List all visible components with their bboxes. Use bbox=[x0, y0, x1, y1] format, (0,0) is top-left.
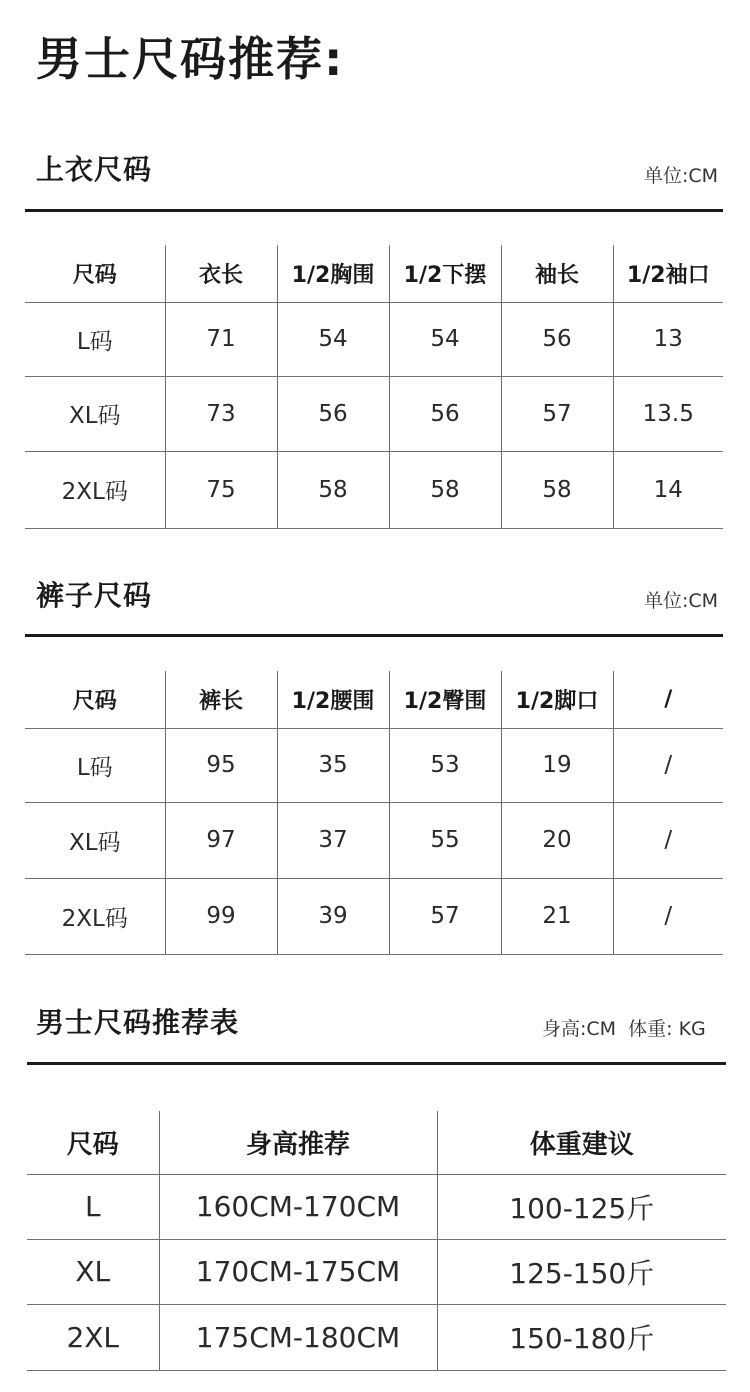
table-row bbox=[25, 451, 723, 528]
table-cell: 57 bbox=[389, 878, 501, 954]
table-row bbox=[25, 302, 723, 376]
table-cell: 73 bbox=[165, 376, 277, 451]
recommend-unit-label: 身高:CM 体重: KG bbox=[542, 1018, 706, 1040]
table-cell: L码 bbox=[25, 728, 165, 802]
table-row bbox=[27, 1174, 726, 1239]
table-cell: 160CM-170CM bbox=[159, 1174, 437, 1239]
tops-size-table bbox=[25, 245, 723, 529]
table-cell: XL码 bbox=[25, 376, 165, 451]
table-cell: 53 bbox=[389, 728, 501, 802]
table-row bbox=[25, 376, 723, 451]
table-cell: 54 bbox=[277, 302, 389, 376]
table-cell: 39 bbox=[277, 878, 389, 954]
table-cell: 19 bbox=[501, 728, 613, 802]
pants-size-table bbox=[25, 671, 723, 955]
table-cell: 175CM-180CM bbox=[159, 1304, 437, 1370]
header-cell: 尺码 bbox=[27, 1111, 159, 1174]
tops-section-title: 上衣尺码 bbox=[36, 153, 153, 186]
header-cell: 尺码 bbox=[25, 671, 165, 728]
table-cell: 54 bbox=[389, 302, 501, 376]
table-cell: 35 bbox=[277, 728, 389, 802]
table-cell: 58 bbox=[389, 451, 501, 528]
header-cell: 裤长 bbox=[165, 671, 277, 728]
table-cell: 2XL码 bbox=[25, 878, 165, 954]
table-cell: 150-180斤 bbox=[437, 1304, 726, 1370]
table-cell: 13.5 bbox=[613, 376, 723, 451]
header-cell: 1/2脚口 bbox=[501, 671, 613, 728]
table-row bbox=[25, 878, 723, 954]
table-cell: XL bbox=[27, 1239, 159, 1304]
table-cell: 20 bbox=[501, 802, 613, 878]
table-cell: 58 bbox=[277, 451, 389, 528]
table-cell: L码 bbox=[25, 302, 165, 376]
table-header-row bbox=[27, 1111, 726, 1174]
recommend-section-title: 男士尺码推荐表 bbox=[36, 1006, 240, 1039]
table-cell: 56 bbox=[501, 302, 613, 376]
table-row bbox=[25, 728, 723, 802]
table-cell: 55 bbox=[389, 802, 501, 878]
table-cell: 170CM-175CM bbox=[159, 1239, 437, 1304]
table-row bbox=[27, 1304, 726, 1370]
table-cell: 56 bbox=[389, 376, 501, 451]
recommend-divider bbox=[27, 1062, 726, 1065]
table-cell: 2XL bbox=[27, 1304, 159, 1370]
table-cell: 21 bbox=[501, 878, 613, 954]
table-cell: 56 bbox=[277, 376, 389, 451]
header-cell: 体重建议 bbox=[437, 1111, 726, 1174]
table-header-row bbox=[25, 245, 723, 302]
header-cell: 1/2袖口 bbox=[613, 245, 723, 302]
pants-divider bbox=[25, 634, 723, 637]
table-cell: 100-125斤 bbox=[437, 1174, 726, 1239]
table-cell: L bbox=[27, 1174, 159, 1239]
table-cell: 125-150斤 bbox=[437, 1239, 726, 1304]
header-cell: 尺码 bbox=[25, 245, 165, 302]
table-cell: 14 bbox=[613, 451, 723, 528]
pants-unit-label: 单位:CM bbox=[644, 590, 719, 612]
header-cell: 1/2下摆 bbox=[389, 245, 501, 302]
table-cell: XL码 bbox=[25, 802, 165, 878]
table-row bbox=[27, 1239, 726, 1304]
header-cell: / bbox=[613, 671, 723, 728]
table-cell: 58 bbox=[501, 451, 613, 528]
header-cell: 袖长 bbox=[501, 245, 613, 302]
table-cell: 97 bbox=[165, 802, 277, 878]
table-cell: 57 bbox=[501, 376, 613, 451]
header-cell: 衣长 bbox=[165, 245, 277, 302]
table-cell: 37 bbox=[277, 802, 389, 878]
header-cell: 1/2胸围 bbox=[277, 245, 389, 302]
table-cell: / bbox=[613, 802, 723, 878]
header-cell: 身高推荐 bbox=[159, 1111, 437, 1174]
table-cell: 75 bbox=[165, 451, 277, 528]
table-cell: 99 bbox=[165, 878, 277, 954]
table-cell: / bbox=[613, 728, 723, 802]
table-cell: 71 bbox=[165, 302, 277, 376]
table-cell: 2XL码 bbox=[25, 451, 165, 528]
recommend-table bbox=[27, 1111, 726, 1371]
table-cell: / bbox=[613, 878, 723, 954]
header-cell: 1/2腰围 bbox=[277, 671, 389, 728]
tops-unit-label: 单位:CM bbox=[644, 165, 719, 187]
header-cell: 1/2臀围 bbox=[389, 671, 501, 728]
table-cell: 13 bbox=[613, 302, 723, 376]
table-row bbox=[25, 802, 723, 878]
pants-section-title: 裤子尺码 bbox=[36, 579, 153, 612]
table-header-row bbox=[25, 671, 723, 728]
table-cell: 95 bbox=[165, 728, 277, 802]
tops-divider bbox=[25, 209, 723, 212]
page-title: 男士尺码推荐: bbox=[36, 32, 345, 86]
